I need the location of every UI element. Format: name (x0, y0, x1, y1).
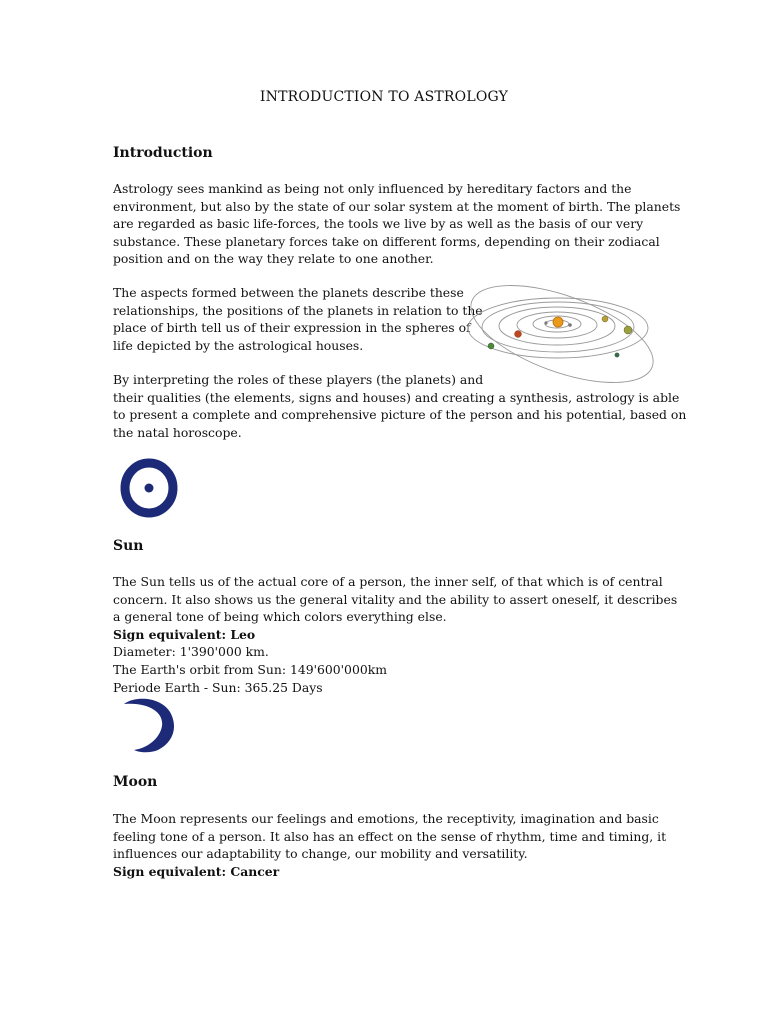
text-line: place of birth tell us of their expression in the spheres of (113, 320, 471, 336)
page-title: INTRODUCTION TO ASTROLOGY (259, 89, 509, 105)
sun-fact: The Earth's orbit from Sun: 149'600'000km (113, 661, 387, 677)
sun-heading: Sun (113, 538, 144, 554)
text-line: The aspects formed between the planets describe these (113, 285, 464, 300)
introduction-paragraph-1 (113, 180, 680, 268)
text-line: The Moon represents our feelings and emotions, the receptivity, imagination and basic (113, 811, 659, 826)
text-line: Astrology sees mankind as being not only influenced by hereditary factors and the (113, 181, 632, 196)
text-line: The Sun tells us of the actual core of a person, the inner self, of that which is of central (113, 574, 663, 589)
text-line: life depicted by the astrological houses. (113, 337, 364, 353)
sun-fact: Diameter: 1'390'000 km. (113, 644, 269, 660)
moon-description (113, 810, 666, 880)
moon-heading: Moon (113, 774, 158, 790)
sun-fact: Periode Earth - Sun: 365.25 Days (113, 679, 323, 695)
text-line: are regarded as basic life-forces, the tools we live by as well as the basis of our very (113, 216, 644, 232)
text-line: concern. It also shows us the general vitality and the ability to assert oneself, it describes (113, 591, 678, 607)
sun-sign-equivalent: Sign equivalent: Leo (113, 626, 256, 642)
text-line: environment, but also by the state of our solar system at the moment of birth. The planets (113, 198, 681, 214)
text-line: a general tone of being which colors everything else. (113, 609, 447, 625)
sun-description (113, 573, 677, 696)
moon-sign-equivalent: Sign equivalent: Cancer (113, 863, 280, 879)
moon-crescent-icon (118, 694, 180, 756)
text-line: relationships, the positions of the planets in relation to the (113, 302, 483, 318)
text-line: By interpreting the roles of these players (the planets) and (113, 372, 484, 387)
introduction-heading: Introduction (113, 145, 213, 161)
introduction-paragraph-3 (113, 371, 686, 441)
text-line: the natal horoscope. (113, 424, 242, 440)
text-line: to present a complete and comprehensive picture of the person and his potential, based on (113, 407, 687, 423)
text-line: feeling tone of a person. It also has an effect on the sense of rhythm, time and timing, it (113, 828, 667, 844)
text-line: substance. These planetary forces take on different forms, depending on their zodiacal (113, 233, 660, 249)
text-line: position and on the way they relate to one another. (113, 251, 434, 267)
introduction-paragraph-2 (113, 284, 483, 354)
text-line: their qualities (the elements, signs and houses) and creating a synthesis, astrology is able (113, 389, 680, 405)
text-line: influences our adaptability to change, our mobility and versatility. (113, 846, 528, 862)
sun-symbol-icon (119, 458, 181, 520)
